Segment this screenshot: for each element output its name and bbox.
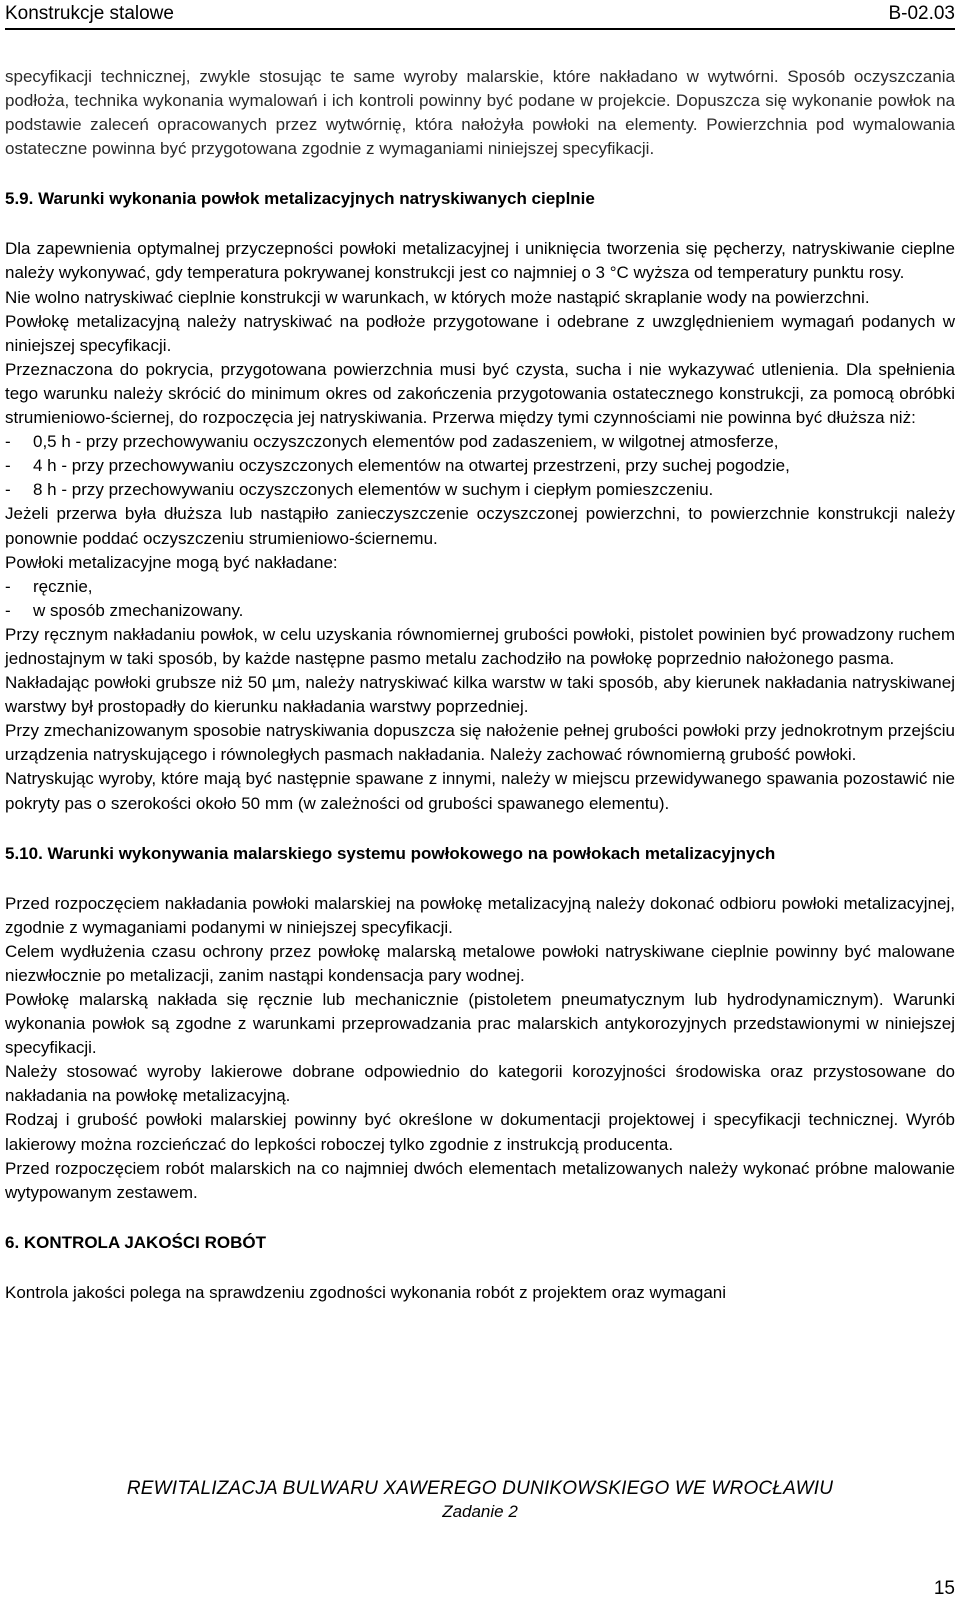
section-5-10-paragraph-2: Celem wydłużenia czasu ochrony przez powłokę malarską metalowe powłoki natryskiwane cieplnie powinny być malowane niezwłocznie po metalizacji, zanim nastąpi kondensacja pary wodnej. [5, 941, 955, 985]
section-5-9-paragraph-10: Natryskując wyroby, które mają być następnie spawane z innymi, należy w miejscu przewidywanego spawania pozostawić nie pokryty pas o szerokości około 50 mm (w zależności od grubości spawanego elementu). [5, 769, 955, 813]
section-5-9-paragraph-7: Przy ręcznym nakładaniu powłok, w celu uzyskania równomiernej grubości powłoki, pistolet powinien być prowadzony ruchem jednostajnym w taki sposób, by każde następne pasmo metalu zachodziło na powłokę poprzednio nałożonego pasma. [5, 624, 955, 668]
section-5-9-paragraph-5: Jeżeli przerwa była dłuższa lub nastąpiło zanieczyszczenie oczyszczonej powierzchni, to powierzchnie konstrukcji należy ponownie poddać oczyszczeniu strumieniowo-ściernemu. [5, 504, 955, 548]
section-5-9-paragraph-4: Przeznaczona do pokrycia, przygotowana powierzchnia musi być czysta, sucha i nie wykazywać utlenienia. Dla spełnienia tego warunku należy skrócić do minimum okres od zakończenia przygotowania ostatecznego konstrukcji, za pomocą obróbki strumieniowo-ściernej, do rozpoczęcia jej natryskiwania. Przerwa między tymi czynnościami nie powinna być dłuższa niż: [5, 359, 955, 428]
header-title: Konstrukcje stalowe [5, 3, 174, 24]
section-5-10-paragraph-4: Należy stosować wyroby lakierowe dobrane odpowiednio do kategorii korozyjności środowiska oraz przystosowane do nakładania na powłokę metalizacyjną. [5, 1062, 955, 1106]
page-header [5, 0, 955, 30]
section-5-10-paragraph-5: Rodzaj i grubość powłoki malarskiej powinny być określone w dokumentacji projektowej i specyfikacji technicznej. Wyrób lakierowy można rozcieńczać do lepkości roboczej tylko zgodnie z instrukcją producenta. [5, 1110, 955, 1154]
list-item: - 0,5 h - przy przechowywaniu oczyszczonych elementów pod zadaszeniem, w wilgotnej atmosferze, [5, 432, 779, 452]
section-5-9-paragraph-6: Powłoki metalizacyjne mogą być nakładane: [5, 552, 338, 572]
document-body [5, 65, 955, 1305]
section-5-9-paragraph-3: Powłokę metalizacyjną należy natryskiwać na podłoże przygotowane i odebrane z uwzględnieniem wymagań podanych w niniejszej specyfikacji. [5, 311, 955, 355]
footer-task-label: Zadanie 2 [442, 1502, 518, 1521]
section-5-10-paragraph-1: Przed rozpoczęciem nakładania powłoki malarskiej na powłokę metalizacyjną należy dokonać odbioru powłoki metalizacyjnej, zgodnie z wymaganiami podanymi w niniejszej specyfikacji. [5, 893, 955, 937]
page-footer [0, 1477, 960, 1523]
footer-project-title: REWITALIZACJA BULWARU XAWEREGO DUNIKOWSKIEGO WE WROCŁAWIU [126, 1478, 834, 1499]
page-number: 15 [933, 1578, 955, 1599]
header-code: B-02.03 [888, 3, 955, 24]
section-5-9-paragraph-2: Nie wolno natryskiwać cieplnie konstrukcji w warunkach, w których może nastąpić skraplanie wody na powierzchni. [5, 287, 870, 307]
section-5-9-paragraph-8: Nakładając powłoki grubsze niż 50 µm, należy natryskiwać kilka warstw w taki sposób, aby kierunek nakładania natryskiwanej warstwy był prostopadły do kierunku nakładania warstwy poprzedniej. [5, 673, 955, 717]
section-5-9-paragraph-9: Przy zmechanizowanym sposobie natryskiwania dopuszcza się nałożenie pełnej grubości powłoki przy jednokrotnym przejściu urządzenia natryskującego i równoległych pasmach nakładania. Należy zachować równomierną grubość powłoki. [5, 721, 955, 765]
intro-paragraph: specyfikacji technicznej, zwykle stosując te same wyroby malarskie, które nakładano w wytwórni. Sposób oczyszczania podłoża, technika wykonania wymalowań i ich kontroli powinny być podane w projekcie. Dopuszcza się wykonanie powłok na podstawie zaleceń opracowanych przez wytwórnię, która nałożyła powłoki na elementy. Powierzchnia pod wymalowania ostateczne powinna być przygotowana zgodnie z wymaganiami niniejszej specyfikacji. [5, 67, 955, 159]
list-item: - 8 h - przy przechowywaniu oczyszczonych elementów w suchym i ciepłym pomieszczeniu. [5, 480, 714, 500]
section-6-heading: 6. KONTROLA JAKOŚCI ROBÓT [5, 1232, 266, 1252]
list-item: - 4 h - przy przechowywaniu oczyszczonych elementów na otwartej przestrzeni, przy suchej pogodzie, [5, 456, 790, 476]
section-6-paragraph-1: Kontrola jakości polega na sprawdzeniu zgodności wykonania robót z projektem oraz wymagani [5, 1282, 727, 1302]
section-5-9-paragraph-1: Dla zapewnienia optymalnej przyczepności powłoki metalizacyjnej i uniknięcia tworzenia się pęcherzy, natryskiwanie cieplne należy wykonywać, gdy temperatura pokrywanej konstrukcji jest co najmniej o 3 °C wyższa od temperatury punktu rosy. [5, 239, 955, 283]
section-5-9-heading: 5.9. Warunki wykonania powłok metalizacyjnych natryskiwanych cieplnie [5, 189, 595, 209]
section-5-10-paragraph-6: Przed rozpoczęciem robót malarskich na co najmniej dwóch elementach metalizowanych należy wykonać próbne malowanie wytypowanym zestawem. [5, 1158, 955, 1202]
list-item: - w sposób zmechanizowany. [5, 600, 244, 620]
section-5-10-paragraph-3: Powłokę malarską nakłada się ręcznie lub mechanicznie (pistoletem pneumatycznym lub hydrodynamicznym). Warunki wykonania powłok są zgodne z warunkami przeprowadzania prac malarskich antykorozyjnych przedstawionymi w niniejszej specyfikacji. [5, 990, 955, 1058]
list-item: - ręcznie, [5, 576, 93, 596]
section-5-10-heading: 5.10. Warunki wykonywania malarskiego systemu powłokowego na powłokach metalizacyjnych [5, 843, 776, 863]
